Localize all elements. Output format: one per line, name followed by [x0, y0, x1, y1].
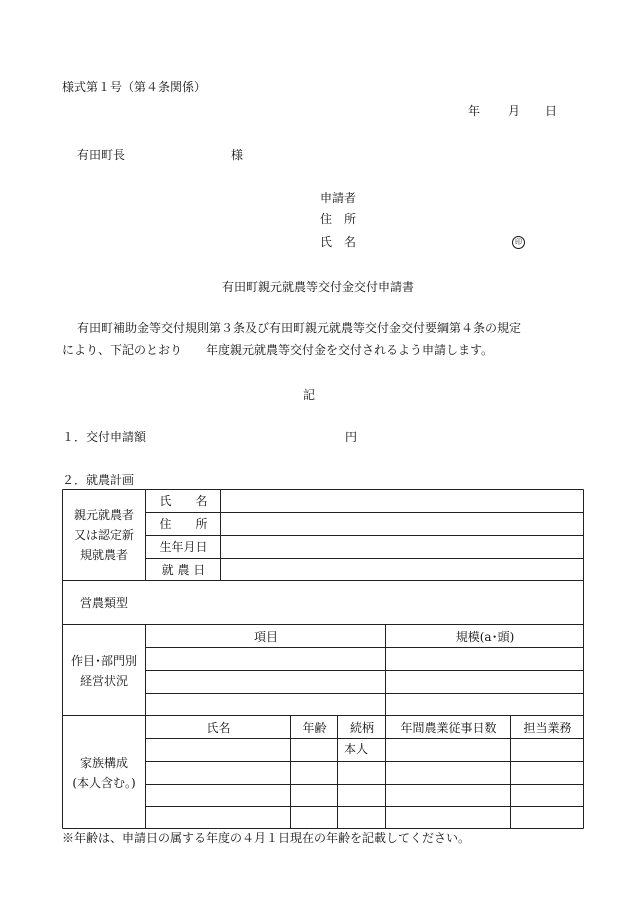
farmer-name-label: 氏 名 — [159, 493, 208, 508]
applicant-address-label: 住 所 — [320, 212, 357, 226]
crops-col-item: 項目 — [253, 629, 278, 644]
applicant-heading: 申請者 — [320, 191, 357, 205]
ki-heading: 記 — [303, 388, 316, 402]
farmer-start-date-label: 就 農 日 — [161, 562, 206, 577]
item1-label: １．交付申請額 — [62, 430, 147, 444]
family-col-relation: 続柄 — [349, 720, 374, 735]
crops-header: 作目･部門別 経営状況 — [70, 653, 137, 688]
family-col-work-days: 年間農業従事日数 — [400, 720, 497, 735]
body-line-2: により、下記のとおり 年度親元就農等交付金を交付されるよう申請します。 — [62, 343, 494, 357]
form-number: 様式第１号（第４条関係） — [62, 80, 207, 94]
addressee: 有田町長 — [77, 148, 126, 162]
seal-icon: 印 — [512, 236, 525, 249]
farmer-birthdate-label: 生年月日 — [159, 539, 208, 554]
body-line-1: 有田町補助金等交付規則第３条及び有田町親元就農等交付金交付要綱第４条の規定 — [77, 321, 522, 335]
date-month-label: 月 — [508, 104, 521, 118]
family-header: 家族構成 (本人含む。) — [72, 755, 136, 790]
family-col-name: 氏名 — [206, 720, 231, 735]
applicant-name-label: 氏 名 — [320, 235, 357, 249]
document-title: 有田町親元就農等交付金交付申請書 — [222, 280, 415, 294]
date-day-label: 日 — [545, 104, 558, 118]
farmer-header: 親元就農者 又は認定新 規就農者 — [73, 508, 134, 562]
addressee-honorific: 様 — [231, 148, 244, 162]
family-self-relation: 本人 — [344, 742, 369, 756]
age-note: ※年齢は、申請日の属する年度の４月１日現在の年齢を記載してください。 — [62, 831, 471, 845]
crops-col-scale: 規模(a･頭) — [455, 629, 515, 644]
family-col-age: 年齢 — [302, 720, 327, 735]
farmer-address-label: 住 所 — [159, 516, 208, 531]
item2-label: ２．就農計画 — [62, 473, 135, 487]
family-col-duty: 担当業務 — [523, 720, 572, 735]
item1-unit: 円 — [345, 430, 358, 444]
farm-type-label: 営農類型 — [79, 596, 128, 610]
date-year-label: 年 — [468, 104, 481, 118]
